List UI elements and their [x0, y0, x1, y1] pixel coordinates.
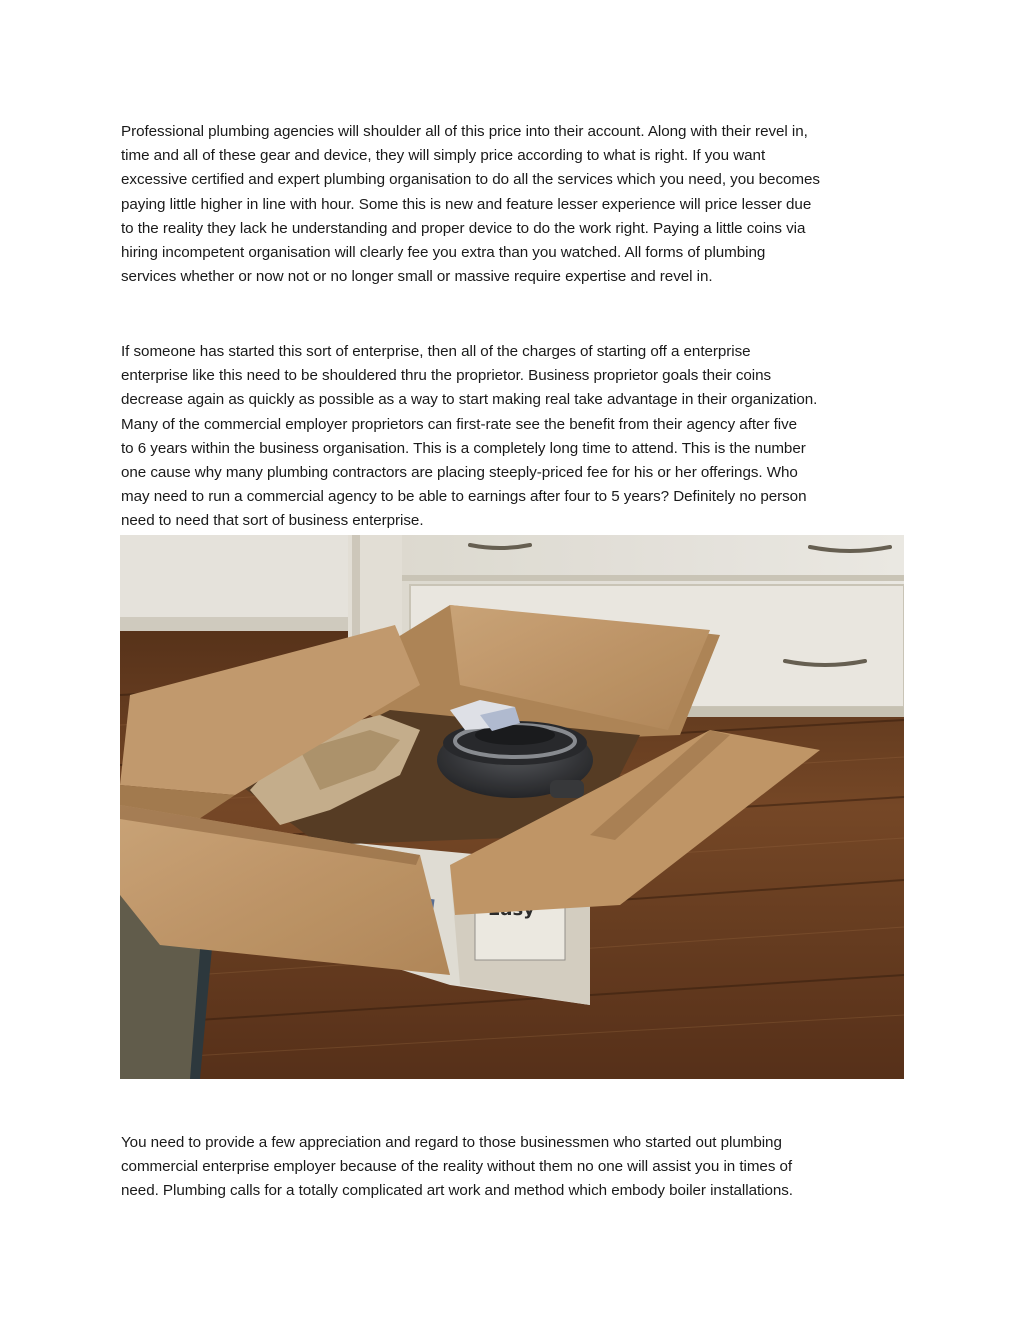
text-line: hiring incompetent organisation will clearly fee you extra than you watched. All forms of plumbing	[121, 244, 766, 262]
text-line: need to need that sort of business enterprise.	[121, 512, 424, 530]
text-line: excessive certified and expert plumbing organisation to do all the services which you need, you becomes	[121, 171, 820, 189]
text-line: paying little higher in line with hour. Some this is new and feature lesser experience will price lesser due	[121, 195, 812, 213]
text-line: If someone has started this sort of enterprise, then all of the charges of starting off a enterprise	[121, 343, 751, 360]
text-line: services whether or now not or no longer small or massive require expertise and revel in.	[121, 268, 713, 286]
text-line: time and all of these gear and device, they will simply price according to what is right. If you want	[121, 147, 766, 165]
paragraph-1	[121, 120, 911, 289]
text-line: commercial enterprise employer because of the reality without them no one will assist you in times of	[121, 1158, 793, 1176]
text-line: Professional plumbing agencies will shoulder all of this price into their account. Along with their revel in,	[121, 123, 808, 140]
text-line: one cause why many plumbing contractors are placing steeply-priced fee for his or her offerings. Who	[121, 464, 798, 482]
paragraph-2	[121, 340, 911, 534]
text-line: to 6 years within the business organisation. This is a completely long time to attend. This is the number	[121, 439, 806, 457]
text-line: need. Plumbing calls for a totally complicated art work and method which embody boiler installations.	[121, 1182, 793, 1200]
box-photo-illustration	[120, 535, 904, 1079]
text-line: decrease again as quickly as possible as a way to start making real take advantage in their organization.	[121, 391, 818, 409]
text-line: Many of the commercial employer proprietors can first-rate see the benefit from their agency after five	[121, 415, 798, 433]
paragraph-3	[121, 1131, 911, 1204]
text-line: to the reality they lack he understanding and proper device to do the work right. Paying a little coins via	[121, 219, 806, 237]
text-line: enterprise like this need to be shouldered thru the proprietor. Business proprietor goals their coins	[121, 367, 772, 385]
box-photo	[120, 535, 904, 1079]
text-line: may need to run a commercial agency to be able to earnings after four to 5 years? Definitely no person	[121, 488, 807, 506]
text-line: You need to provide a few appreciation and regard to those businessmen who started out plumbing	[121, 1134, 782, 1151]
